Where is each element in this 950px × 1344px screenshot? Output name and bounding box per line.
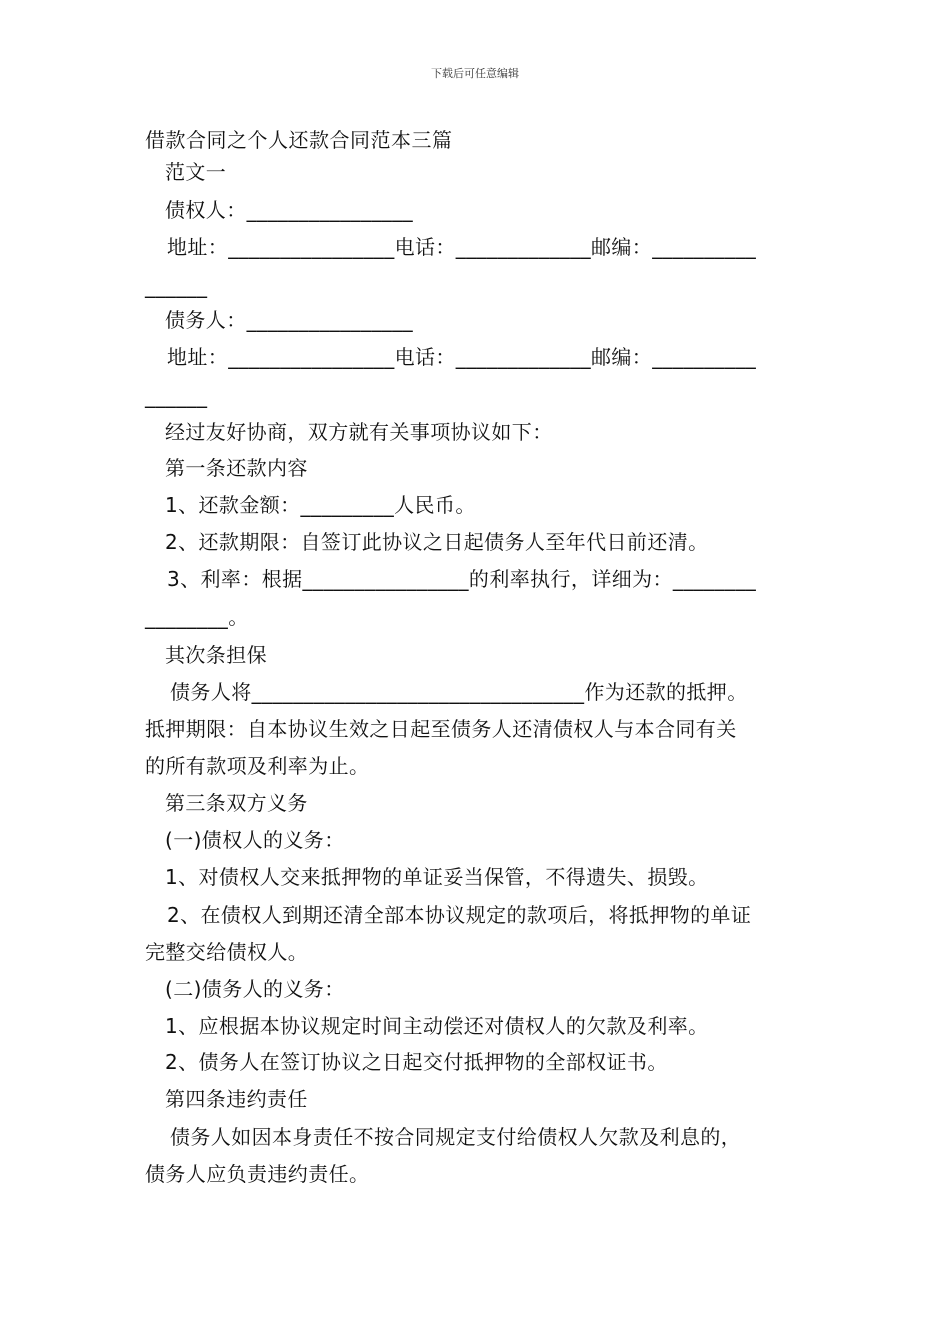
breach-line: 债务人如因本身责任不按合同规定支付给债权人欠款及利息的， bbox=[170, 1125, 742, 1149]
creditor-address-continued: ______ bbox=[145, 274, 208, 298]
debtor-line: 债务人：________________ bbox=[165, 308, 413, 332]
interest-rate-line: 3、利率：根据________________的利率执行，详细为：________ bbox=[167, 567, 757, 591]
collateral-term-line: 抵押期限：自本协议生效之日起至债务人还清债权人与本合同有关 bbox=[145, 717, 737, 741]
creditor-line: 债权人：________________ bbox=[165, 198, 413, 222]
interest-rate-continued: ________。 bbox=[145, 605, 249, 629]
header-note: 下载后可任意编辑 bbox=[431, 67, 519, 80]
collateral-term-continued: 的所有款项及利率为止。 bbox=[145, 754, 370, 778]
debtor-address-line: 地址：________________电话：_____________邮编：__________ bbox=[167, 345, 757, 369]
debtor-obligation-1: 1、应根据本协议规定时间主动偿还对债权人的欠款及利率。 bbox=[165, 1014, 709, 1038]
breach-line-continued: 债务人应负责违约责任。 bbox=[145, 1162, 370, 1186]
creditor-obligations-heading: (一)债权人的义务： bbox=[165, 828, 345, 852]
article-1-heading: 第一条还款内容 bbox=[165, 456, 308, 480]
collateral-line: 债务人将________________________________作为还款的抵押。 bbox=[170, 680, 748, 704]
creditor-address-line: 地址：________________电话：_____________邮编：__________ bbox=[167, 235, 757, 259]
article-4-heading: 第四条违约责任 bbox=[165, 1087, 308, 1111]
debtor-address-continued: ______ bbox=[145, 384, 208, 408]
creditor-obligation-2-continued: 完整交给债权人。 bbox=[145, 940, 309, 964]
creditor-obligation-2: 2、在债权人到期还清全部本协议规定的款项后，将抵押物的单证 bbox=[167, 903, 752, 927]
creditor-obligation-1: 1、对债权人交来抵押物的单证妥当保管，不得遗失、损毁。 bbox=[165, 865, 709, 889]
article-3-heading: 第三条双方义务 bbox=[165, 791, 308, 815]
agreement-intro: 经过友好协商，双方就有关事项协议如下： bbox=[165, 420, 553, 444]
debtor-obligation-2: 2、债务人在签订协议之日起交付抵押物的全部权证书。 bbox=[165, 1050, 668, 1074]
document-title: 借款合同之个人还款合同范本三篇 bbox=[145, 128, 453, 152]
repayment-amount: 1、还款金额：_________人民币。 bbox=[165, 493, 476, 517]
section-label-1: 范文一 bbox=[165, 160, 227, 184]
repayment-term: 2、还款期限：自签订此协议之日起债务人至年代日前还清。 bbox=[165, 530, 709, 554]
debtor-obligations-heading: (二)债务人的义务： bbox=[165, 977, 345, 1001]
article-2-heading: 其次条担保 bbox=[165, 643, 267, 667]
